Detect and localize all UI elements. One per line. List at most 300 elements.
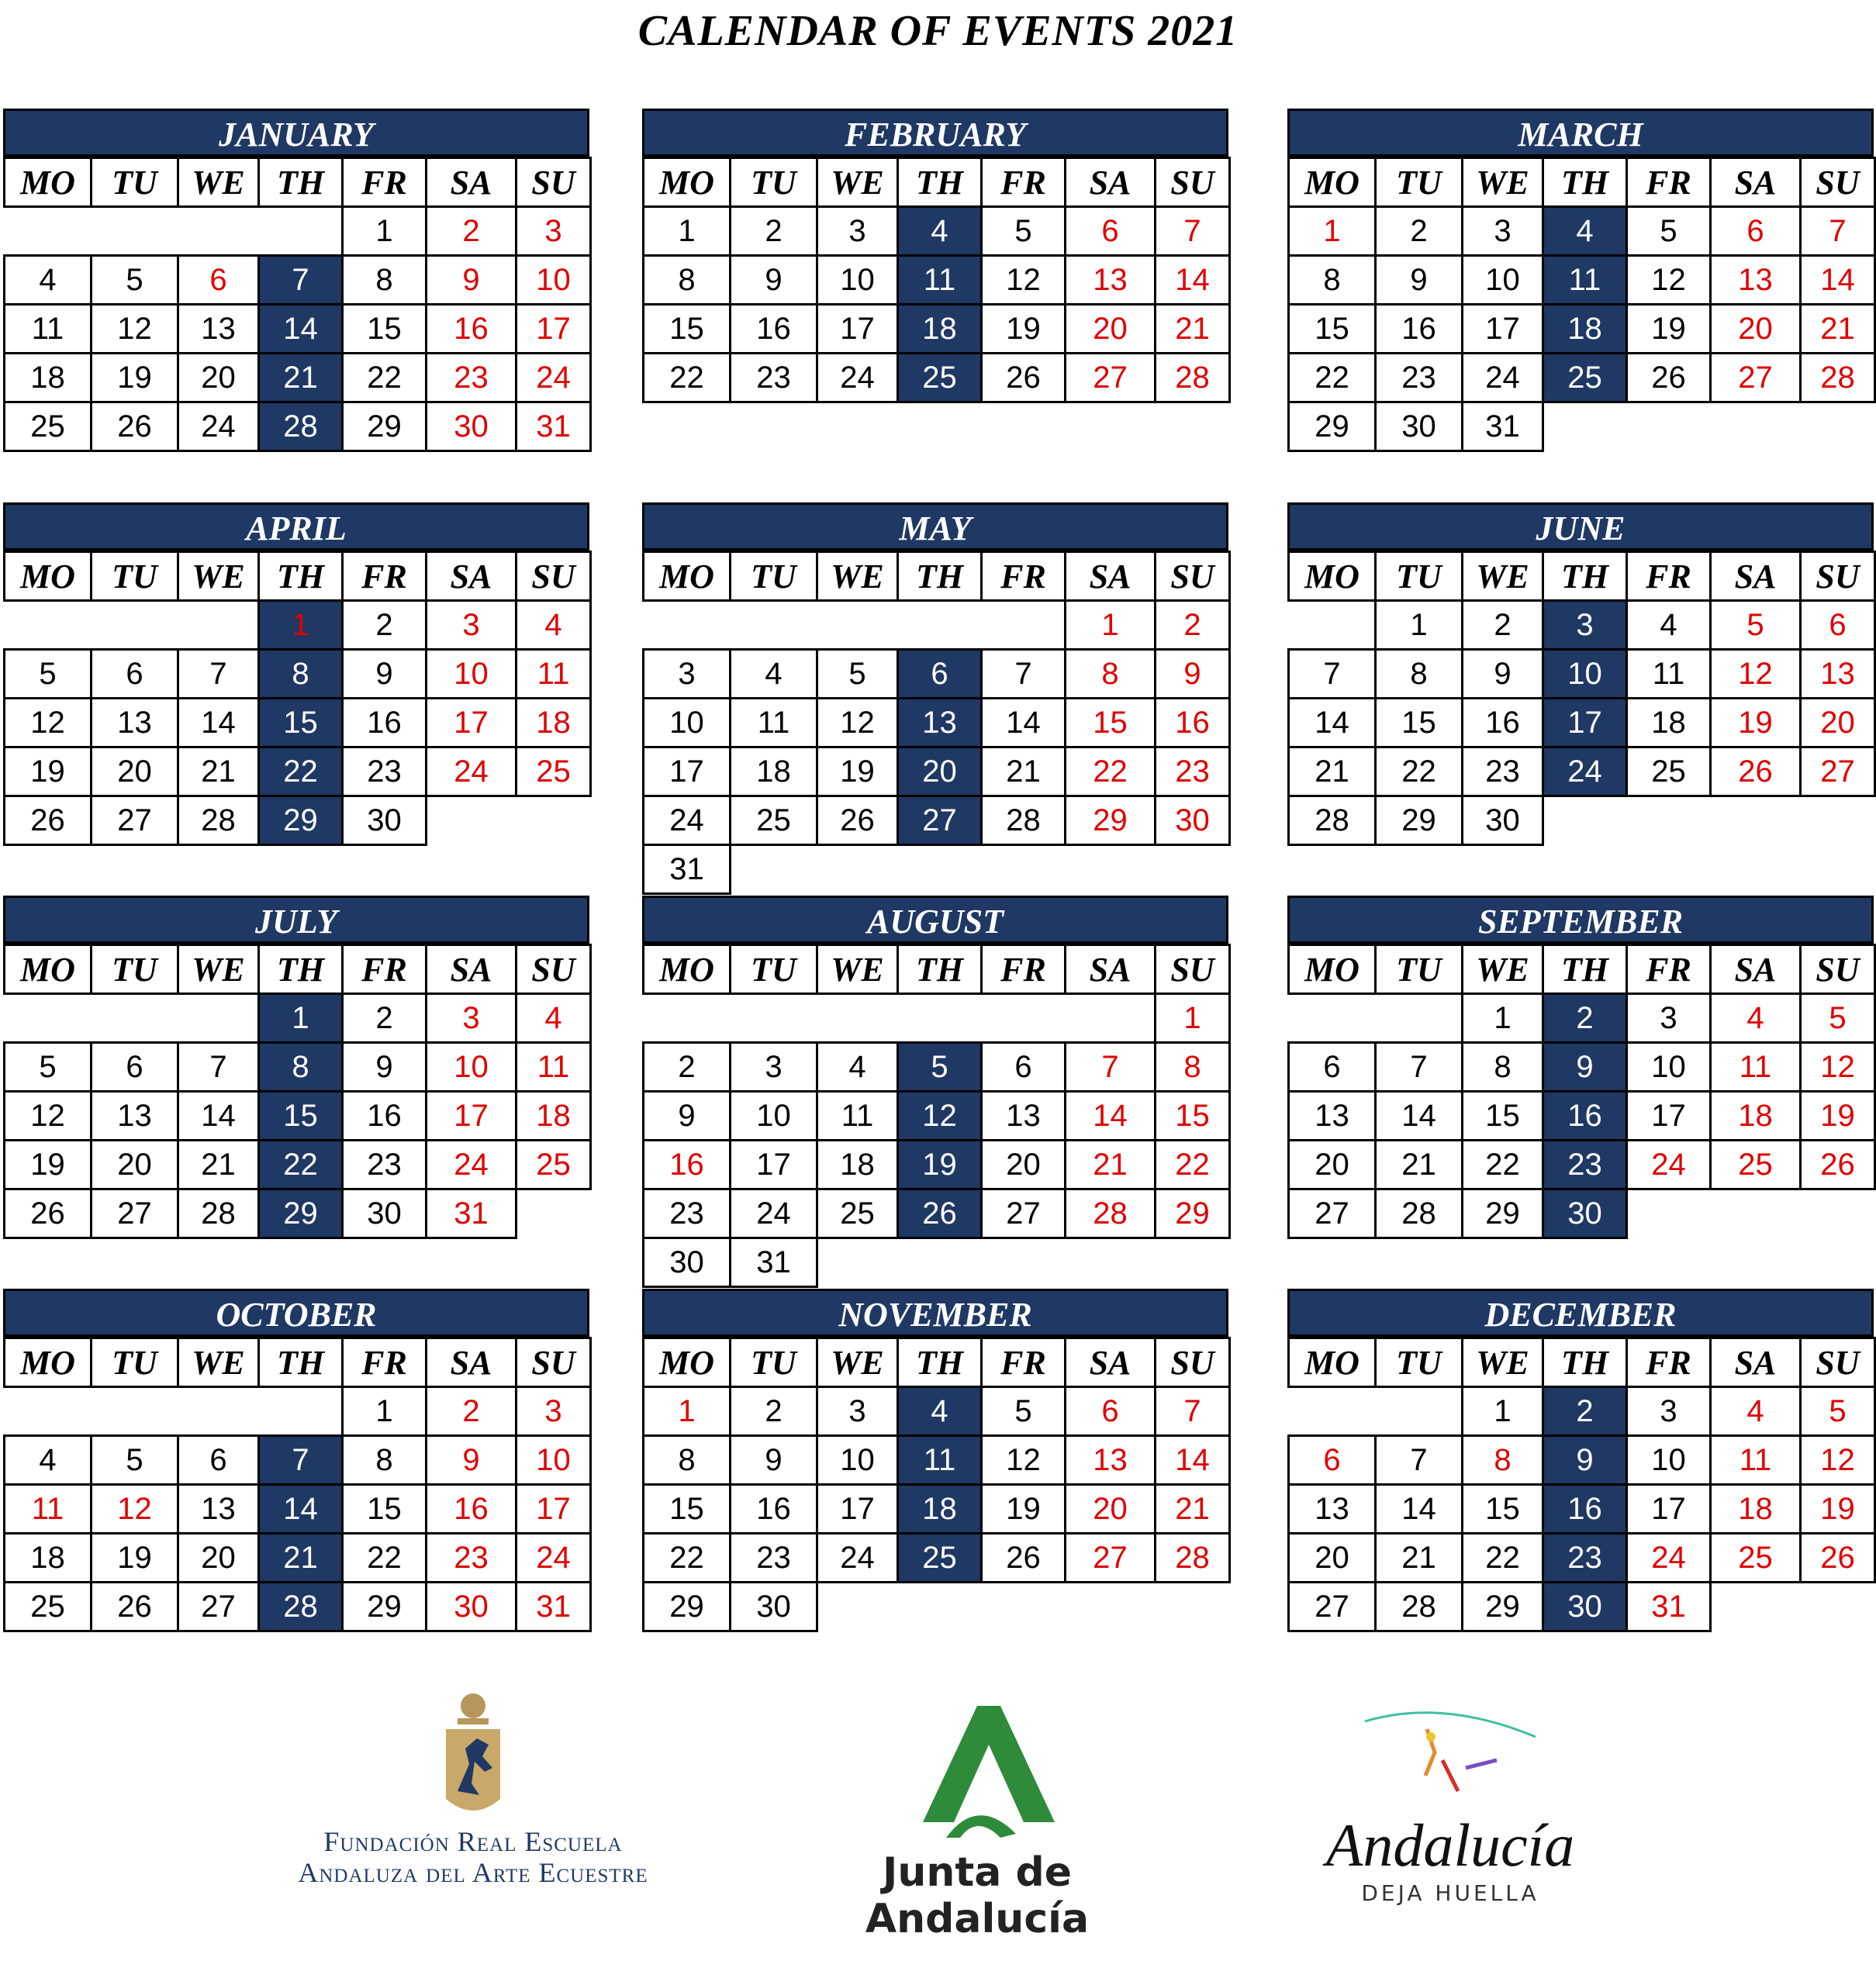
day-cell: 24 — [427, 747, 517, 796]
empty-cell — [1289, 601, 1376, 650]
day-cell: 7 — [259, 1436, 343, 1485]
junta-a-icon — [900, 1706, 1055, 1845]
empty-cell — [817, 1583, 898, 1631]
day-cell: 3 — [427, 601, 517, 650]
horse-crest-icon — [427, 1690, 520, 1822]
day-cell: 6 — [1066, 1387, 1156, 1436]
day-cell: 13 — [92, 699, 178, 747]
weekday-header: TH — [1543, 158, 1627, 207]
day-cell: 29 — [1156, 1189, 1230, 1238]
empty-cell — [92, 207, 178, 256]
day-cell: 20 — [1066, 1485, 1156, 1534]
day-cell: 17 — [427, 699, 517, 747]
day-cell: 22 — [259, 1141, 343, 1189]
empty-cell — [5, 601, 92, 650]
month-june — [1287, 502, 1874, 846]
month-name: MARCH — [1287, 109, 1874, 157]
day-cell: 15 — [259, 699, 343, 747]
day-cell: 13 — [178, 1485, 259, 1534]
weekday-header: TU — [92, 1338, 178, 1387]
day-cell: 11 — [898, 256, 982, 305]
day-cell: 3 — [731, 1043, 817, 1092]
day-cell: 18 — [898, 305, 982, 354]
day-cell: 23 — [731, 1534, 817, 1583]
day-cell: 25 — [5, 1583, 92, 1631]
day-cell: 30 — [1463, 796, 1543, 845]
day-cell: 31 — [1627, 1583, 1711, 1631]
month-name: JUNE — [1287, 502, 1874, 551]
day-cell: 3 — [1627, 994, 1711, 1043]
day-cell: 14 — [1376, 1092, 1463, 1141]
day-cell: 11 — [1711, 1043, 1801, 1092]
day-cell: 28 — [259, 1583, 343, 1631]
day-cell: 27 — [1066, 1534, 1156, 1583]
day-cell: 28 — [982, 796, 1066, 845]
day-cell: 2 — [1543, 994, 1627, 1043]
empty-cell — [1376, 1387, 1463, 1436]
day-cell: 22 — [343, 354, 427, 402]
day-cell: 12 — [1627, 256, 1711, 305]
day-cell: 28 — [1156, 354, 1230, 402]
month-name: APRIL — [3, 502, 589, 551]
weekday-header: FR — [343, 945, 427, 994]
day-cell: 21 — [982, 747, 1066, 796]
day-cell: 7 — [1376, 1043, 1463, 1092]
day-cell: 16 — [731, 305, 817, 354]
day-cell: 31 — [517, 402, 591, 451]
day-cell: 30 — [1156, 796, 1230, 845]
empty-cell — [898, 1238, 982, 1287]
month-november — [642, 1289, 1228, 1632]
empty-cell — [1543, 402, 1627, 451]
day-cell: 31 — [644, 845, 731, 894]
weekday-header: SU — [517, 158, 591, 207]
day-cell: 19 — [817, 747, 898, 796]
day-cell: 2 — [731, 207, 817, 256]
day-cell: 8 — [1376, 650, 1463, 699]
day-cell: 17 — [1627, 1092, 1711, 1141]
weekday-header: MO — [5, 552, 92, 601]
day-cell: 14 — [1066, 1092, 1156, 1141]
day-cell: 25 — [5, 402, 92, 451]
day-cell: 16 — [1376, 305, 1463, 354]
day-cell: 8 — [259, 1043, 343, 1092]
month-march — [1287, 109, 1874, 452]
weekday-header: MO — [5, 1338, 92, 1387]
day-cell: 15 — [1463, 1092, 1543, 1141]
fundacion-name-line2: Andaluza del Arte Ecuestre — [298, 1857, 648, 1888]
day-cell: 28 — [1801, 354, 1875, 402]
day-cell: 25 — [1711, 1141, 1801, 1189]
day-cell: 23 — [644, 1189, 731, 1238]
day-cell: 16 — [1463, 699, 1543, 747]
day-cell: 21 — [1376, 1141, 1463, 1189]
empty-cell — [982, 1238, 1066, 1287]
day-cell: 28 — [1376, 1583, 1463, 1631]
empty-cell — [731, 601, 817, 650]
empty-cell — [259, 207, 343, 256]
day-cell: 19 — [5, 1141, 92, 1189]
weekday-header: TU — [92, 158, 178, 207]
weekday-header: FR — [343, 158, 427, 207]
andalucia-tagline: DEJA HUELLA — [1361, 1880, 1539, 1906]
weekday-header: FR — [982, 945, 1066, 994]
day-cell: 13 — [1289, 1092, 1376, 1141]
day-cell: 29 — [259, 796, 343, 845]
weekday-header: TU — [1376, 158, 1463, 207]
day-cell: 4 — [898, 207, 982, 256]
empty-cell — [1066, 845, 1156, 894]
day-cell: 8 — [1463, 1436, 1543, 1485]
day-cell: 4 — [517, 601, 591, 650]
weekday-header: SA — [427, 1338, 517, 1387]
day-cell: 28 — [259, 402, 343, 451]
day-cell: 21 — [178, 1141, 259, 1189]
weekday-header: TH — [898, 1338, 982, 1387]
weekday-header: TU — [731, 1338, 817, 1387]
weekday-header: MO — [644, 552, 731, 601]
weekday-header: WE — [817, 1338, 898, 1387]
weekday-header: MO — [1289, 945, 1376, 994]
day-cell: 25 — [517, 1141, 591, 1189]
day-cell: 26 — [5, 1189, 92, 1238]
weekday-header: FR — [343, 1338, 427, 1387]
day-cell: 1 — [343, 1387, 427, 1436]
day-cell: 2 — [427, 207, 517, 256]
empty-cell — [644, 994, 731, 1043]
day-cell: 6 — [1711, 207, 1801, 256]
month-october — [3, 1289, 589, 1632]
day-cell: 5 — [5, 1043, 92, 1092]
day-cell: 15 — [259, 1092, 343, 1141]
day-cell: 1 — [1066, 601, 1156, 650]
day-cell: 6 — [898, 650, 982, 699]
empty-cell — [1156, 845, 1230, 894]
weekday-header: WE — [178, 1338, 259, 1387]
day-cell: 5 — [817, 650, 898, 699]
fundacion-name-line1: Fundación Real Escuela — [323, 1826, 623, 1857]
day-cell: 29 — [644, 1583, 731, 1631]
day-cell: 23 — [1463, 747, 1543, 796]
day-cell: 1 — [343, 207, 427, 256]
day-cell: 17 — [1543, 699, 1627, 747]
day-cell: 9 — [731, 1436, 817, 1485]
day-cell: 25 — [1627, 747, 1711, 796]
day-cell: 25 — [731, 796, 817, 845]
day-cell: 11 — [1543, 256, 1627, 305]
day-cell: 10 — [731, 1092, 817, 1141]
day-cell: 12 — [5, 699, 92, 747]
weekday-header: SA — [1711, 945, 1801, 994]
day-cell: 7 — [1376, 1436, 1463, 1485]
day-cell: 20 — [1711, 305, 1801, 354]
empty-cell — [982, 601, 1066, 650]
day-cell: 16 — [427, 1485, 517, 1534]
junta-name: Junta de Andalucía — [865, 1849, 1090, 1942]
day-cell: 11 — [817, 1092, 898, 1141]
month-name: MAY — [642, 502, 1228, 551]
day-cell: 11 — [898, 1436, 982, 1485]
empty-cell — [898, 1583, 982, 1631]
weekday-header: TH — [1543, 552, 1627, 601]
day-cell: 26 — [1801, 1534, 1875, 1583]
day-cell: 19 — [92, 1534, 178, 1583]
empty-cell — [92, 601, 178, 650]
empty-cell — [178, 1387, 259, 1436]
weekday-header: SU — [1801, 1338, 1875, 1387]
weekday-header: TH — [898, 158, 982, 207]
weekday-header: TH — [259, 1338, 343, 1387]
empty-cell — [898, 845, 982, 894]
day-cell: 29 — [259, 1189, 343, 1238]
weekday-header: SA — [1711, 158, 1801, 207]
weekday-header: SA — [1711, 1338, 1801, 1387]
day-cell: 1 — [1376, 601, 1463, 650]
weekday-header: FR — [1627, 945, 1711, 994]
day-cell: 9 — [343, 650, 427, 699]
day-cell: 9 — [644, 1092, 731, 1141]
day-cell: 6 — [1289, 1043, 1376, 1092]
day-cell: 30 — [644, 1238, 731, 1287]
day-cell: 18 — [817, 1141, 898, 1189]
month-february — [642, 109, 1228, 403]
day-cell: 21 — [1156, 1485, 1230, 1534]
empty-cell — [1543, 796, 1627, 845]
empty-cell — [1711, 1189, 1801, 1238]
day-cell: 21 — [1376, 1534, 1463, 1583]
day-cell: 4 — [5, 1436, 92, 1485]
weekday-header: TU — [731, 945, 817, 994]
day-cell: 2 — [343, 994, 427, 1043]
day-cell: 3 — [1627, 1387, 1711, 1436]
day-cell: 29 — [1066, 796, 1156, 845]
day-cell: 2 — [427, 1387, 517, 1436]
day-cell: 30 — [1376, 402, 1463, 451]
weekday-header: WE — [817, 158, 898, 207]
day-cell: 31 — [517, 1583, 591, 1631]
day-cell: 3 — [817, 1387, 898, 1436]
day-cell: 21 — [259, 1534, 343, 1583]
empty-cell — [1711, 1583, 1801, 1631]
day-cell: 7 — [178, 650, 259, 699]
day-cell: 28 — [178, 796, 259, 845]
empty-cell — [817, 1238, 898, 1287]
empty-cell — [1801, 1189, 1875, 1238]
andalucia-figures-icon — [1349, 1706, 1551, 1807]
day-cell: 10 — [517, 1436, 591, 1485]
junta-logo — [768, 1706, 1187, 1942]
day-cell: 18 — [517, 699, 591, 747]
day-cell: 18 — [1627, 699, 1711, 747]
day-cell: 26 — [1627, 354, 1711, 402]
day-cell: 12 — [1711, 650, 1801, 699]
day-cell: 2 — [343, 601, 427, 650]
day-cell: 6 — [178, 256, 259, 305]
day-cell: 24 — [731, 1189, 817, 1238]
day-cell: 2 — [1543, 1387, 1627, 1436]
empty-cell — [1801, 402, 1875, 451]
day-cell: 5 — [898, 1043, 982, 1092]
month-january — [3, 109, 589, 452]
weekday-header: TH — [259, 945, 343, 994]
day-cell: 19 — [982, 305, 1066, 354]
day-cell: 6 — [1289, 1436, 1376, 1485]
day-cell: 1 — [1289, 207, 1376, 256]
weekday-header: MO — [644, 158, 731, 207]
day-cell: 8 — [1066, 650, 1156, 699]
page-title: CALENDAR OF EVENTS 2021 — [637, 7, 1239, 55]
day-cell: 12 — [1801, 1043, 1875, 1092]
day-cell: 16 — [644, 1141, 731, 1189]
month-may — [642, 502, 1228, 895]
logos-footer — [0, 1690, 1876, 1942]
day-cell: 20 — [178, 1534, 259, 1583]
day-cell: 22 — [1376, 747, 1463, 796]
day-cell: 13 — [982, 1092, 1066, 1141]
day-cell: 12 — [1801, 1436, 1875, 1485]
day-cell: 13 — [1066, 256, 1156, 305]
day-cell: 22 — [1463, 1534, 1543, 1583]
day-cell: 31 — [1463, 402, 1543, 451]
weekday-header: SA — [427, 945, 517, 994]
day-cell: 28 — [1156, 1534, 1230, 1583]
empty-cell — [178, 207, 259, 256]
day-cell: 13 — [1066, 1436, 1156, 1485]
day-cell: 1 — [1156, 994, 1230, 1043]
day-cell: 9 — [427, 256, 517, 305]
day-cell: 6 — [982, 1043, 1066, 1092]
empty-cell — [817, 994, 898, 1043]
empty-cell — [898, 994, 982, 1043]
empty-cell — [1156, 1583, 1230, 1631]
day-cell: 23 — [343, 1141, 427, 1189]
day-cell: 1 — [1463, 1387, 1543, 1436]
day-cell: 4 — [5, 256, 92, 305]
weekday-header: SA — [1711, 552, 1801, 601]
month-name: JANUARY — [3, 109, 589, 157]
day-cell: 7 — [1156, 207, 1230, 256]
day-cell: 9 — [1543, 1043, 1627, 1092]
day-cell: 30 — [343, 796, 427, 845]
day-cell: 30 — [427, 402, 517, 451]
day-cell: 17 — [817, 305, 898, 354]
weekday-header: MO — [644, 945, 731, 994]
day-cell: 24 — [1543, 747, 1627, 796]
empty-cell — [1156, 1238, 1230, 1287]
empty-cell — [1627, 796, 1711, 845]
day-cell: 25 — [817, 1189, 898, 1238]
day-cell: 22 — [644, 1534, 731, 1583]
day-cell: 6 — [1801, 601, 1875, 650]
weekday-header: FR — [343, 552, 427, 601]
andalucia-name: Andalucía — [1325, 1811, 1575, 1879]
weekday-header: TU — [1376, 945, 1463, 994]
day-cell: 21 — [1289, 747, 1376, 796]
empty-cell — [517, 796, 591, 845]
day-cell: 13 — [178, 305, 259, 354]
day-cell: 10 — [1543, 650, 1627, 699]
day-cell: 8 — [343, 1436, 427, 1485]
day-cell: 6 — [178, 1436, 259, 1485]
day-cell: 10 — [427, 1043, 517, 1092]
day-cell: 20 — [92, 1141, 178, 1189]
day-cell: 13 — [898, 699, 982, 747]
day-cell: 4 — [898, 1387, 982, 1436]
day-cell: 23 — [1543, 1534, 1627, 1583]
day-cell: 19 — [1627, 305, 1711, 354]
weekday-header: SU — [1801, 945, 1875, 994]
weekday-header: SA — [1066, 945, 1156, 994]
day-cell: 24 — [1463, 354, 1543, 402]
month-august — [642, 896, 1228, 1288]
day-cell: 7 — [1156, 1387, 1230, 1436]
day-cell: 16 — [1543, 1485, 1627, 1534]
day-cell: 12 — [982, 1436, 1066, 1485]
day-cell: 14 — [259, 1485, 343, 1534]
day-cell: 15 — [1156, 1092, 1230, 1141]
day-cell: 3 — [427, 994, 517, 1043]
day-cell: 5 — [92, 256, 178, 305]
month-name: DECEMBER — [1287, 1289, 1874, 1337]
day-cell: 1 — [259, 601, 343, 650]
day-cell: 3 — [517, 1387, 591, 1436]
day-cell: 29 — [1463, 1189, 1543, 1238]
day-cell: 24 — [427, 1141, 517, 1189]
day-cell: 17 — [731, 1141, 817, 1189]
day-cell: 13 — [1801, 650, 1875, 699]
day-cell: 5 — [1801, 994, 1875, 1043]
day-cell: 1 — [644, 1387, 731, 1436]
weekday-header: WE — [178, 158, 259, 207]
day-cell: 11 — [1627, 650, 1711, 699]
day-cell: 4 — [1711, 1387, 1801, 1436]
day-cell: 8 — [1156, 1043, 1230, 1092]
day-cell: 26 — [982, 354, 1066, 402]
day-cell: 16 — [1543, 1092, 1627, 1141]
empty-cell — [5, 994, 92, 1043]
day-cell: 20 — [1289, 1141, 1376, 1189]
day-cell: 4 — [731, 650, 817, 699]
day-cell: 25 — [898, 1534, 982, 1583]
weekday-header: TH — [1543, 945, 1627, 994]
empty-cell — [644, 601, 731, 650]
day-cell: 25 — [1543, 354, 1627, 402]
month-name: NOVEMBER — [642, 1289, 1228, 1337]
day-cell: 18 — [517, 1092, 591, 1141]
day-cell: 11 — [517, 1043, 591, 1092]
day-cell: 22 — [259, 747, 343, 796]
empty-cell — [5, 1387, 92, 1436]
day-cell: 12 — [982, 256, 1066, 305]
day-cell: 27 — [92, 796, 178, 845]
day-cell: 24 — [817, 354, 898, 402]
day-cell: 14 — [178, 699, 259, 747]
weekday-header: SU — [1156, 1338, 1230, 1387]
day-cell: 10 — [1627, 1436, 1711, 1485]
weekday-header: MO — [1289, 158, 1376, 207]
weekday-header: SA — [427, 552, 517, 601]
andalucia-logo — [1287, 1706, 1613, 1923]
day-cell: 21 — [1066, 1141, 1156, 1189]
month-name: JULY — [3, 896, 589, 944]
empty-cell — [92, 1387, 178, 1436]
day-cell: 5 — [1801, 1387, 1875, 1436]
weekday-header: FR — [982, 158, 1066, 207]
day-cell: 29 — [343, 1583, 427, 1631]
empty-cell — [1289, 1387, 1376, 1436]
weekday-header: SU — [1156, 552, 1230, 601]
weekday-header: WE — [178, 945, 259, 994]
